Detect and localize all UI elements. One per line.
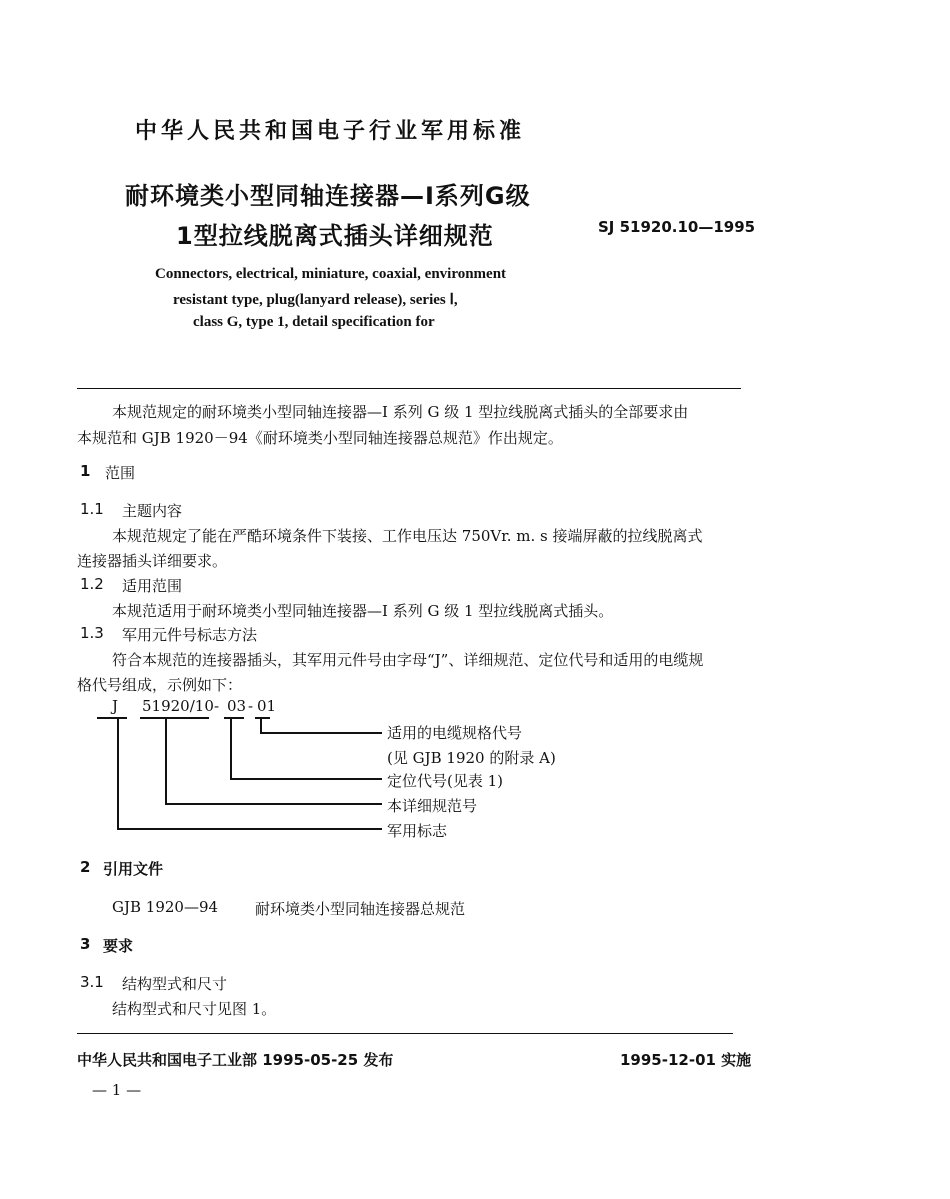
title-line-1: 耐环境类小型同轴连接器—Ⅰ系列G级: [125, 182, 531, 210]
part-code-position: 03: [227, 697, 247, 715]
section-1-2-title: 适用范围: [122, 577, 183, 595]
leader-spec-horizontal: [165, 803, 382, 805]
effective-date: 1995-12-01 实施: [620, 1051, 752, 1069]
reference-code: GJB 1920—94: [112, 898, 219, 916]
section-1-2-number: 1.2: [80, 575, 104, 593]
leader-cable-horizontal: [260, 732, 382, 734]
section-1-3-number: 1.3: [80, 624, 104, 642]
label-cable-code-note: (见 GJB 1920 的附录 A): [387, 749, 556, 767]
underline-cable: [255, 717, 270, 719]
leader-J-vertical: [117, 717, 119, 828]
section-1-3-title: 军用元件号标志方法: [122, 626, 258, 644]
section-1-title: 范围: [105, 464, 136, 482]
section-1-1-number: 1.1: [80, 500, 104, 518]
underline-position: [224, 717, 244, 719]
label-position-code: 定位代号(见表 1): [387, 772, 504, 790]
label-military-mark: 军用标志: [387, 822, 448, 840]
section-1-3-body-2: 格代号组成，示例如下：: [77, 676, 243, 694]
part-code-J: J: [112, 697, 119, 715]
issue-date: 中华人民共和国电子工业部 1995-05-25 发布: [77, 1051, 394, 1069]
part-code-cable: 01: [257, 697, 277, 715]
section-3-1-number: 3.1: [80, 973, 104, 991]
leader-position-vertical: [230, 717, 232, 778]
section-1-1-body-2: 连接器插头详细要求。: [77, 552, 228, 570]
part-code-dash-2: -: [248, 697, 254, 715]
part-code-dash-1: -: [214, 697, 220, 715]
section-1-1-body-1: 本规范规定了能在严酷环境条件下装接、工作电压达 750Vr. m. s 接端屏蔽的拉线脱离式: [112, 527, 703, 545]
english-title-line-1: Connectors, electrical, miniature, coaxial, environment: [155, 266, 507, 282]
section-3-number: 3: [80, 935, 91, 953]
leader-position-horizontal: [230, 778, 382, 780]
reference-name: 耐环境类小型同轴连接器总规范: [255, 900, 466, 918]
page-number: — 1 —: [92, 1081, 142, 1099]
underline-J: [97, 717, 127, 719]
section-1-3-body-1: 符合本规范的连接器插头，其军用元件号由字母“J”、详细规范、定位代号和适用的电缆规: [112, 651, 704, 669]
underline-spec: [140, 717, 209, 719]
leader-J-horizontal: [117, 828, 382, 830]
section-3-title: 要求: [103, 937, 134, 955]
intro-line-1: 本规范规定的耐环境类小型同轴连接器—I 系列 G 级 1 型拉线脱离式插头的全部要求由: [112, 403, 689, 421]
intro-line-2: 本规范和 GJB 1920－94《耐环境类小型同轴连接器总规范》作出规定。: [77, 429, 563, 447]
section-2-number: 2: [80, 858, 91, 876]
section-1-1-title: 主题内容: [122, 502, 183, 520]
english-title-line-2: resistant type, plug(lanyard release), series Ⅰ,: [173, 292, 458, 308]
section-3-1-title: 结构型式和尺寸: [122, 975, 228, 993]
section-1-number: 1: [80, 462, 91, 480]
label-cable-code: 适用的电缆规格代号: [387, 724, 523, 742]
title-line-2: 1型拉线脱离式插头详细规范: [176, 222, 494, 250]
section-3-1-body-1: 结构型式和尺寸见图 1。: [112, 1000, 277, 1018]
issuing-body-header: 中华人民共和国电子行业军用标准: [135, 119, 526, 144]
part-code-spec: 51920/10: [142, 697, 214, 715]
leader-spec-vertical: [165, 717, 167, 803]
english-title-line-3: class G, type 1, detail specification for: [193, 314, 435, 330]
label-spec-number: 本详细规范号: [387, 797, 478, 815]
section-1-2-body-1: 本规范适用于耐环境类小型同轴连接器—I 系列 G 级 1 型拉线脱离式插头。: [112, 602, 614, 620]
section-2-title: 引用文件: [103, 860, 164, 878]
bottom-divider: [77, 1033, 733, 1034]
top-divider: [77, 388, 741, 389]
standard-number: SJ 51920.10—1995: [598, 218, 756, 236]
leader-cable-vertical: [260, 717, 262, 733]
